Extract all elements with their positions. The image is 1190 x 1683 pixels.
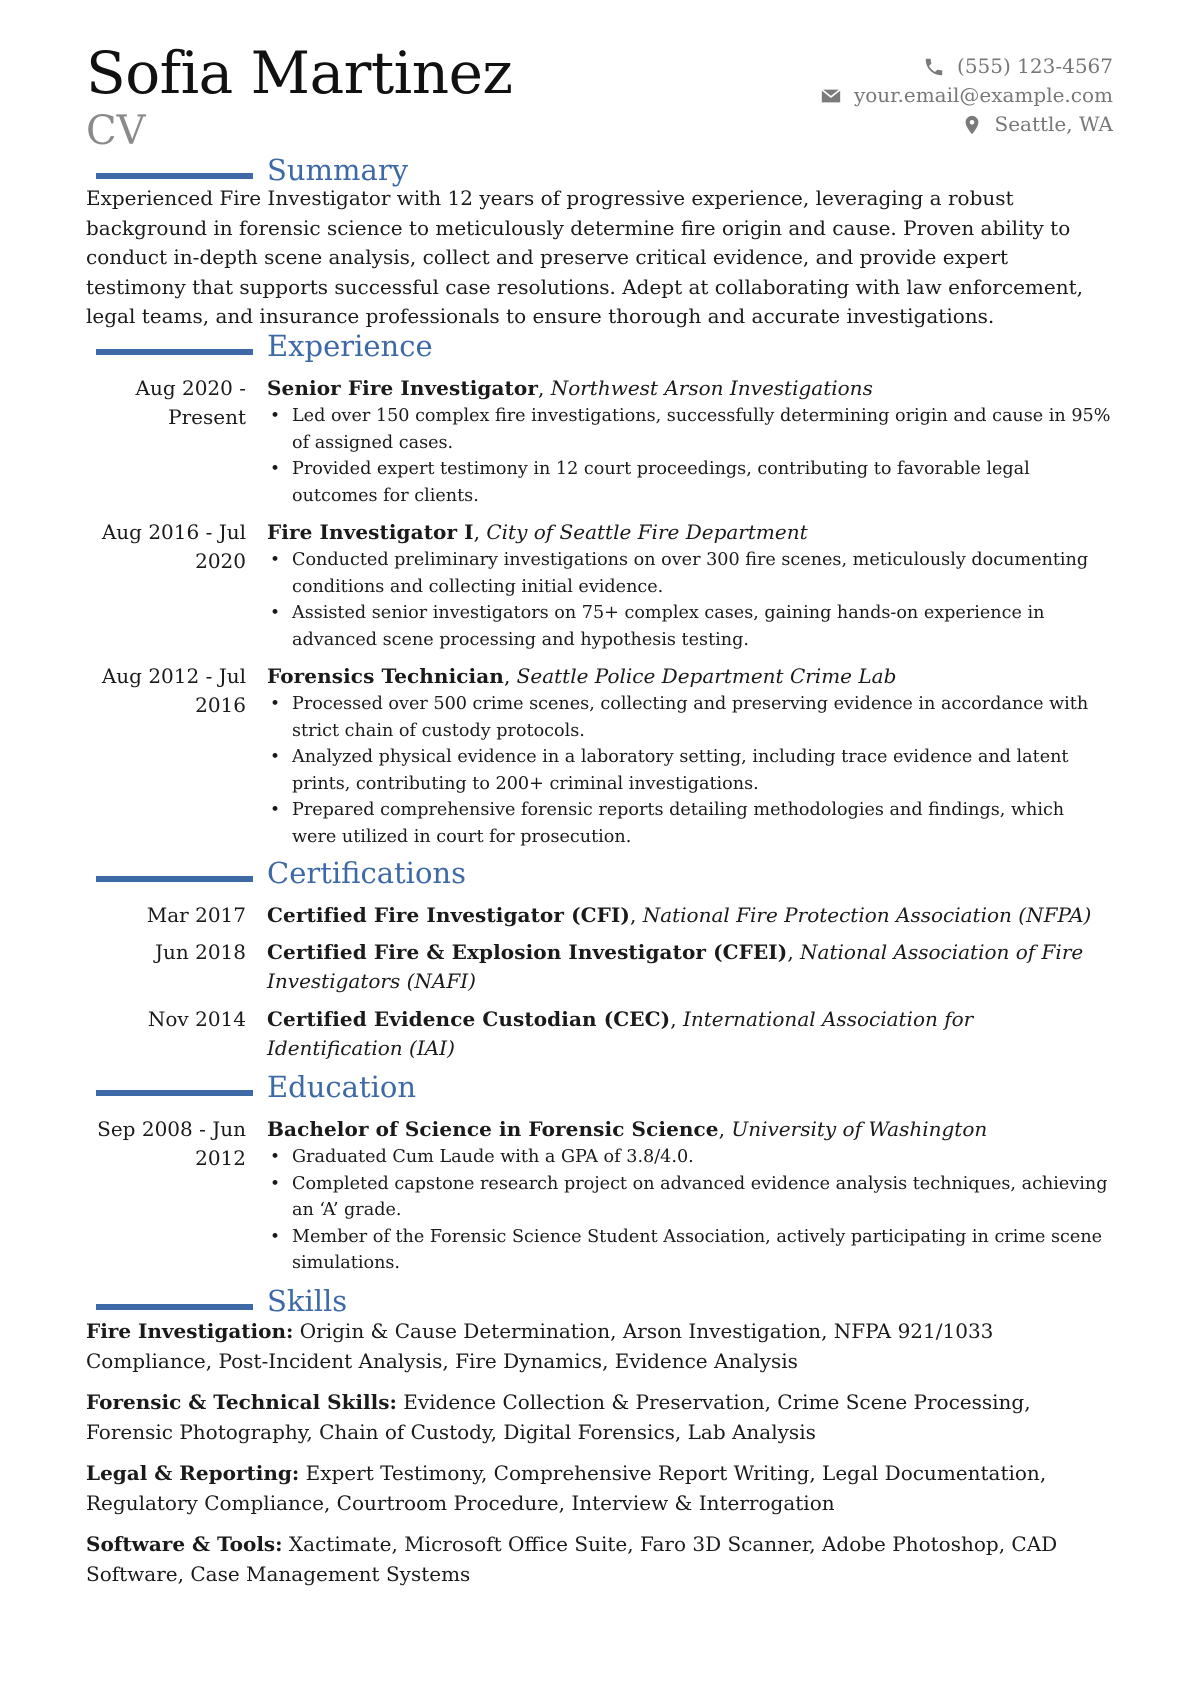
- entry-header: Fire Investigator I, City of Seattle Fire Department: [267, 520, 808, 544]
- bullet-item: • Processed over 500 crime scenes, collecting and preserving evidence in accordance with strict chain of custody protocols.: [267, 691, 1113, 744]
- contact-phone[interactable]: [820, 52, 1113, 81]
- section-accent-bar: [96, 1304, 253, 1310]
- contact-email[interactable]: [820, 81, 1113, 110]
- entry-bullets: [267, 547, 1113, 653]
- section-title: Education: [267, 1070, 417, 1104]
- entry-header: Senior Fire Investigator, Northwest Arson Investigations: [267, 376, 873, 400]
- entry-date: Aug 2012 - Jul 2016: [101, 664, 246, 717]
- cert-org: National Association of Fire Investigators (NAFI): [267, 940, 1084, 993]
- certifications-heading: [96, 856, 996, 899]
- skills-list: [86, 1317, 1114, 1601]
- entry-role: Fire Investigator I: [267, 520, 474, 544]
- section-title: Summary: [267, 153, 409, 187]
- skill-group: [86, 1459, 1114, 1518]
- skill-label: Forensic & Technical Skills:: [86, 1390, 397, 1414]
- entry-role: Forensics Technician: [267, 664, 504, 688]
- bullet-item: • Graduated Cum Laude with a GPA of 3.8/4.0.: [267, 1144, 1113, 1171]
- entry-body: [267, 662, 1113, 850]
- skill-text: Origin & Cause Determination, Arson Investigation, NFPA 921/1033 Compliance, Post-Incident Analysis, Fire Dynamics, Evidence Analysis: [86, 1319, 994, 1373]
- skill-group: [86, 1317, 1114, 1376]
- phone-text: (555) 123-4567: [957, 54, 1113, 78]
- contact-location: [820, 110, 1113, 139]
- document-type: CV: [86, 108, 146, 154]
- cert-name: Certified Fire Investigator (CFI): [267, 903, 630, 927]
- skill-text: Evidence Collection & Preservation, Crime Scene Processing, Forensic Photography, Chain of Custody, Digital Forensics, Lab Analysis: [86, 1390, 1031, 1444]
- entry-role: Senior Fire Investigator: [267, 376, 538, 400]
- section-accent-bar: [96, 876, 253, 882]
- entry-bullets: [267, 691, 1113, 850]
- skill-label: Fire Investigation:: [86, 1319, 294, 1343]
- entry-date: Sep 2008 - Jun 2012: [97, 1117, 246, 1170]
- bullet-item: • Conducted preliminary investigations on over 300 fire scenes, meticulously documenting conditions and collecting initial evidence.: [267, 547, 1113, 600]
- bullet-item: • Prepared comprehensive forensic reports detailing methodologies and findings, which were utilized in court for prosecution.: [267, 797, 1113, 850]
- cert-name: Certified Evidence Custodian (CEC): [267, 1007, 671, 1031]
- entry-org: University of Washington: [731, 1117, 988, 1141]
- bullet-item: • Assisted senior investigators on 75+ complex cases, gaining hands-on experience in advanced scene processing and hypothesis testing.: [267, 600, 1113, 653]
- cert-org: International Association for Identification (IAI): [267, 1007, 974, 1060]
- education-heading: [96, 1070, 996, 1113]
- entry-header: Forensics Technician, Seattle Police Department Crime Lab: [267, 664, 897, 688]
- entry-body: [267, 518, 1113, 653]
- summary-text: Experienced Fire Investigator with 12 years of progressive experience, leveraging a robust background in forensic science to meticulously determine fire origin and cause. Proven ability to conduct in-depth scene analysis, collect and preserve critical evidence, and provide expert testimony that supports successful case resolutions. Adept at collaborating with law enforcement, legal teams, and insurance professionals to ensure thorough and accurate investigations.: [86, 186, 1083, 328]
- entry-date: Nov 2014: [147, 1007, 246, 1031]
- entry-org: Seattle Police Department Crime Lab: [516, 664, 897, 688]
- section-title: Skills: [267, 1284, 348, 1318]
- cert-org: National Fire Protection Association (NFPA): [642, 903, 1092, 927]
- entry-body: Certified Fire & Explosion Investigator (CFEI), National Association of Fire Investigators (NAFI): [267, 940, 1084, 993]
- section-accent-bar: [96, 173, 253, 179]
- skill-label: Legal & Reporting:: [86, 1461, 300, 1485]
- person-name: Sofia Martinez: [86, 39, 513, 107]
- entry-org: Northwest Arson Investigations: [550, 376, 873, 400]
- skill-label: Software & Tools:: [86, 1532, 283, 1556]
- bullet-item: • Led over 150 complex fire investigations, successfully determining origin and cause in 95% of assigned cases.: [267, 403, 1113, 456]
- section-title: Experience: [267, 329, 433, 363]
- entry-date: Aug 2020 - Present: [135, 376, 246, 429]
- email-text: your.email@example.com: [853, 83, 1113, 107]
- location-text: Seattle, WA: [994, 112, 1113, 136]
- entry-org: City of Seattle Fire Department: [486, 520, 808, 544]
- bullet-item: • Completed capstone research project on advanced evidence analysis techniques, achieving an ‘A’ grade.: [267, 1171, 1113, 1224]
- section-accent-bar: [96, 349, 253, 355]
- section-accent-bar: [96, 1090, 253, 1096]
- entry-date: Mar 2017: [146, 903, 246, 927]
- cert-name: Certified Fire & Explosion Investigator (CFEI): [267, 940, 788, 964]
- entry-bullets: [267, 403, 1113, 509]
- bullet-item: • Provided expert testimony in 12 court proceedings, contributing to favorable legal outcomes for clients.: [267, 456, 1113, 509]
- bullet-item: • Analyzed physical evidence in a laboratory setting, including trace evidence and latent prints, contributing to 200+ criminal investigations.: [267, 744, 1113, 797]
- map-marker-icon: [961, 114, 983, 136]
- entry-date: Aug 2016 - Jul 2020: [101, 520, 246, 573]
- skill-text: Expert Testimony, Comprehensive Report Writing, Legal Documentation, Regulatory Compliance, Courtroom Procedure, Interview & Interrogation: [86, 1461, 1047, 1515]
- entry-date: Jun 2018: [154, 940, 246, 964]
- entry-body: Certified Evidence Custodian (CEC), International Association for Identification (IAI): [267, 1007, 974, 1060]
- phone-icon: [923, 56, 945, 78]
- contact-block: [820, 52, 1113, 139]
- entry-body: [267, 1115, 1113, 1277]
- entry-header: Bachelor of Science in Forensic Science, University of Washington: [267, 1117, 988, 1141]
- experience-heading: [96, 329, 996, 372]
- envelope-icon: [820, 85, 842, 107]
- entry-body: Certified Fire Investigator (CFI), National Fire Protection Association (NFPA): [267, 903, 1092, 927]
- degree-name: Bachelor of Science in Forensic Science: [267, 1117, 719, 1141]
- entry-bullets: [267, 1144, 1113, 1277]
- section-title: Certifications: [267, 856, 466, 890]
- skill-text: Xactimate, Microsoft Office Suite, Faro 3D Scanner, Adobe Photoshop, CAD Software, Case Management Systems: [86, 1532, 1058, 1586]
- bullet-item: • Member of the Forensic Science Student Association, actively participating in crime scene simulations.: [267, 1224, 1113, 1277]
- skill-group: [86, 1530, 1114, 1589]
- entry-body: [267, 374, 1113, 509]
- skill-group: [86, 1388, 1114, 1447]
